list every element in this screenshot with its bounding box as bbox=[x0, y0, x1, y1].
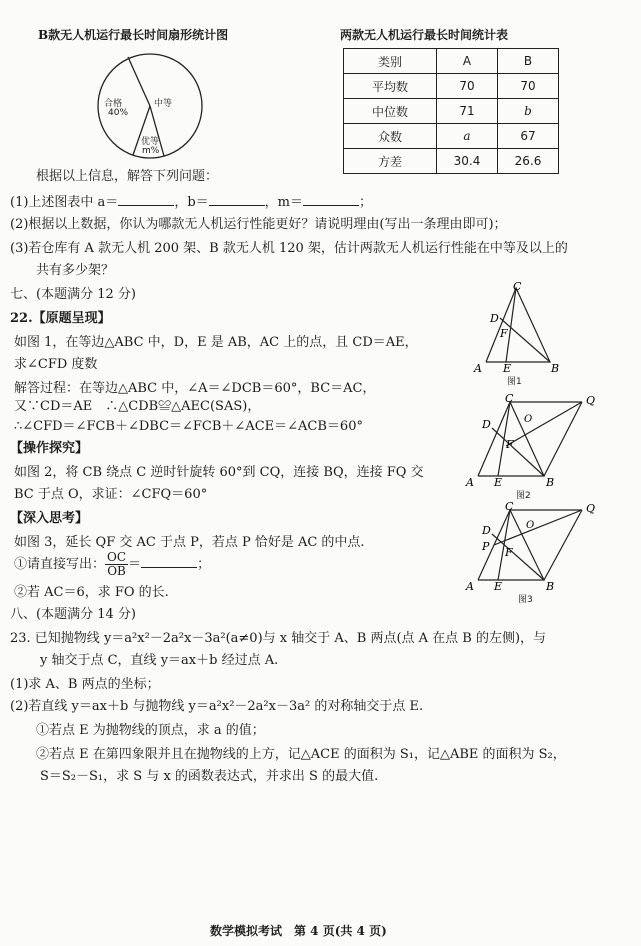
pie-slice-label-excellent: 优等 bbox=[141, 137, 160, 147]
fig1-label-b: B bbox=[551, 362, 560, 375]
q22-line3: 解答过程：在等边△ABC 中，∠A＝∠DCB＝60°，BC＝AC， bbox=[14, 381, 376, 396]
q21-part2: (2)根据以上数据，你认为哪款无人机运行性能更好？请说明理由(写出一条理由即可)； bbox=[10, 217, 507, 232]
table-cell: 中位数 bbox=[344, 99, 437, 124]
table-cell: 71 bbox=[437, 99, 498, 124]
pie-slice-value-qualified: 40% bbox=[108, 108, 129, 118]
fig2-label-q: Q bbox=[586, 394, 596, 407]
pie-chart-title: B款无人机运行最长时间扇形统计图 bbox=[38, 28, 229, 42]
table-cell: 70 bbox=[437, 74, 498, 99]
table-cell: 方差 bbox=[344, 149, 437, 174]
fig2-label-e: E bbox=[494, 476, 503, 489]
fig2-caption: 图2 bbox=[516, 491, 531, 501]
table-row bbox=[344, 124, 559, 149]
fig3-label-q: Q bbox=[586, 502, 596, 515]
fig3-label-e: E bbox=[494, 580, 503, 593]
fig1-segment-bd bbox=[500, 318, 550, 362]
q22-think-heading: 【深入思考】 bbox=[10, 511, 89, 526]
q22-line6: 如图 2，将 CB 绕点 C 逆时针旋转 60°到 CQ，连接 BQ，连接 FQ 交 bbox=[14, 465, 424, 480]
q23-line3: (1)求 A、B 两点的坐标； bbox=[10, 677, 160, 692]
fig3-label-c: C bbox=[505, 500, 514, 513]
q21-part1: (1)上述图表中 a＝ ，b＝ ，m＝ ； bbox=[10, 192, 372, 212]
table-header-cell: A bbox=[437, 49, 498, 74]
fig3-segment-bd bbox=[492, 534, 544, 580]
fig3-label-a: A bbox=[466, 580, 474, 593]
q21-intro: 根据以上信息，解答下列问题： bbox=[36, 169, 219, 184]
fig1-label-a: A bbox=[474, 362, 482, 375]
pie-slice-value-excellent: m% bbox=[142, 146, 160, 156]
table-cell: 众数 bbox=[344, 124, 437, 149]
figure-3 bbox=[458, 500, 618, 600]
table-title: 两款无人机运行最长时间统计表 bbox=[340, 28, 509, 42]
fig2-label-a: A bbox=[466, 476, 474, 489]
fig2-label-f: F bbox=[506, 438, 514, 451]
fig1-label-c: C bbox=[513, 280, 522, 293]
fig1-caption: 图1 bbox=[507, 377, 522, 387]
answer-blank-a bbox=[118, 192, 174, 206]
page-footer: 数学模拟考试 第 4 页(共 4 页) bbox=[210, 924, 387, 938]
fig3-label-p: P bbox=[482, 540, 490, 553]
table-header-row bbox=[344, 49, 559, 74]
q22-line1: 如图 1，在等边△ABC 中，D，E 是 AB，AC 上的点，且 CD＝AE， bbox=[14, 335, 418, 350]
q23-line7: S＝S₂－S₁，求 S 与 x 的函数表达式，并求出 S 的最大值. bbox=[40, 769, 379, 784]
table-header-cell: 类别 bbox=[344, 49, 437, 74]
fig2-label-o: O bbox=[524, 414, 533, 425]
fig3-label-b: B bbox=[546, 580, 555, 593]
q22-line7: BC 于点 O，求证：∠CFQ＝60° bbox=[14, 487, 208, 502]
fig2-label-d: D bbox=[482, 418, 491, 431]
table-cell: 67 bbox=[498, 124, 559, 149]
table-row bbox=[344, 149, 559, 174]
fig1-label-e: E bbox=[503, 362, 512, 375]
answer-blank-m bbox=[303, 192, 359, 206]
fig2-segment-bd bbox=[492, 428, 544, 476]
stats-table bbox=[343, 48, 559, 174]
q23-line6: ②若点 E 在第四象限并且在抛物线的上方，记△ACE 的面积为 S₁，记△ABE 的面积为 S₂， bbox=[36, 747, 566, 762]
table-cell: 平均数 bbox=[344, 74, 437, 99]
q22-line9: ①请直接写出： $\frac{OC}{OB}$ ＝ ； bbox=[14, 550, 211, 578]
fig3-caption: 图3 bbox=[518, 595, 533, 605]
q22-line5: ∴∠CFD＝∠FCB＋∠DBC＝∠FCB＋∠ACE＝∠ACB＝60° bbox=[14, 419, 363, 434]
fig1-label-f: F bbox=[500, 327, 508, 340]
q22-line2: 求∠CFD 度数 bbox=[14, 357, 98, 372]
fig3-segment-bq bbox=[544, 510, 582, 580]
table-cell: 70 bbox=[498, 74, 559, 99]
pie-divider-1 bbox=[128, 57, 150, 106]
q22-heading: 22.【原题呈现】 bbox=[10, 311, 111, 326]
table-cell: 30.4 bbox=[437, 149, 498, 174]
fig3-label-o: O bbox=[526, 520, 535, 531]
q21-part3-line2: 共有多少架？ bbox=[36, 263, 115, 278]
section-8-heading: 八、(本题满分 14 分) bbox=[10, 607, 136, 622]
fig2-label-c: C bbox=[505, 392, 514, 405]
fig1-label-d: D bbox=[490, 312, 499, 325]
pie-slice-label-medium: 中等 bbox=[154, 99, 173, 109]
q23-line5: ①若点 E 为抛物线的顶点，求 a 的值； bbox=[36, 723, 265, 738]
q23-line4: (2)若直线 y＝ax＋b 与抛物线 y＝a²x²－2a²x－3a² 的对称轴交于点 E. bbox=[10, 699, 424, 714]
q22-explore-heading: 【操作探究】 bbox=[10, 441, 89, 456]
figure-2 bbox=[458, 392, 618, 492]
table-cell: 26.6 bbox=[498, 149, 559, 174]
table-cell: b bbox=[498, 99, 559, 124]
q22-line8: 如图 3，延长 QF 交 AC 于点 P，若点 P 恰好是 AC 的中点. bbox=[14, 535, 365, 550]
answer-blank-ratio bbox=[141, 554, 197, 568]
table-header-cell: B bbox=[498, 49, 559, 74]
table-row bbox=[344, 74, 559, 99]
q22-line4: 又∵CD＝AE ∴△CDB≌△AEC(SAS)， bbox=[14, 399, 261, 414]
q22-line10: ②若 AC＝6，求 FO 的长. bbox=[14, 585, 169, 600]
fig3-label-f: F bbox=[505, 546, 513, 559]
answer-blank-b bbox=[209, 192, 265, 206]
q21-part3-line1: (3)若仓库有 A 款无人机 200 架、B 款无人机 120 架，估计两款无人机运行性能在中等及以上的 bbox=[10, 241, 568, 256]
q23-line2: y 轴交于点 C，直线 y＝ax＋b 经过点 A. bbox=[40, 653, 279, 668]
table-cell: a bbox=[437, 124, 498, 149]
section-7-heading: 七、(本题满分 12 分) bbox=[10, 287, 136, 302]
fig1-triangle-abc bbox=[486, 288, 550, 362]
table-row bbox=[344, 99, 559, 124]
q23-line1: 23. 已知抛物线 y＝a²x²－2a²x－3a²(a≠0)与 x 轴交于 A、B 两点(点 A 在点 B 的左侧)，与 bbox=[10, 631, 547, 646]
fraction-oc-ob: $\frac{OC}{OB}$ bbox=[107, 550, 127, 578]
pie-slice-label-qualified: 合格 bbox=[104, 99, 123, 109]
fig3-label-d: D bbox=[482, 524, 491, 537]
fig2-label-b: B bbox=[546, 476, 555, 489]
